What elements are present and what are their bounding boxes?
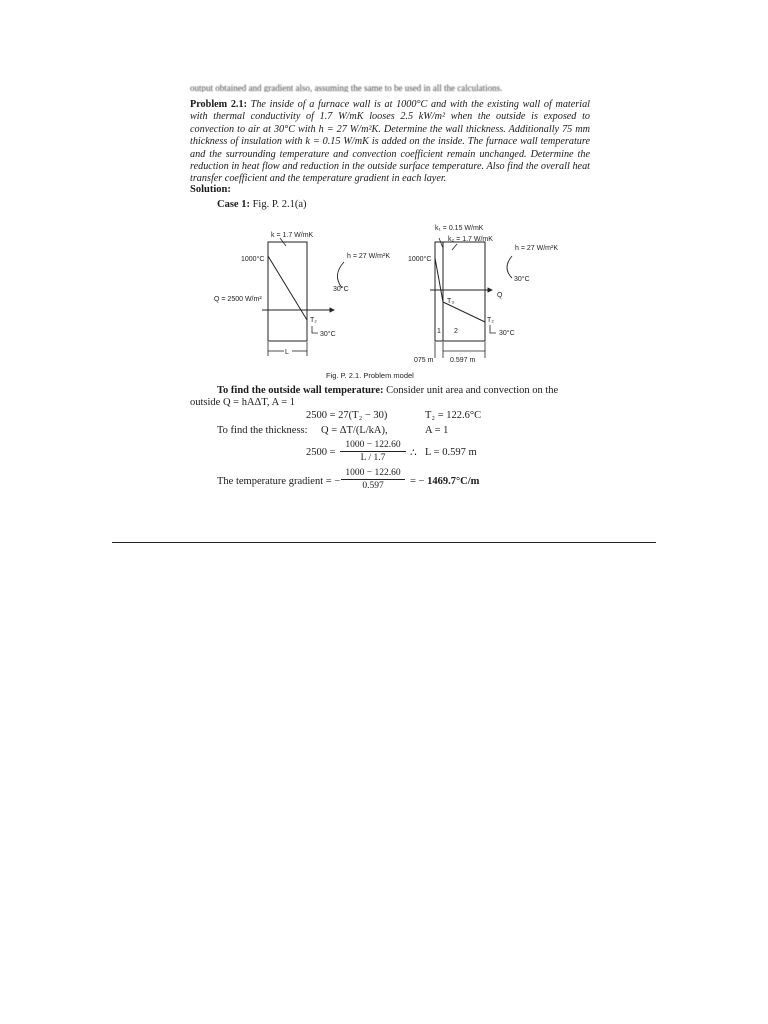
equation-3-therefore: ∴ xyxy=(410,448,417,459)
outside-wall-temp-label: T₂ xyxy=(310,317,317,324)
problem-text: The inside of a furnace wall is at 1000°C and with the existing wall of material with thermal conductivity of 1.7 W/mK looses 2.5 kW/m² when the outside is exposed to convection to air at 30°C with h = 27 W/m²K. Determine the wall thickness. Additionally 75 mm thickness of insulation with k = 0.15 W/mK is added on the inside. The furnace wall temperature and the surrounding temperature and convection coefficient remain unchanged. Determine the reduction in heat flow and reduction in the outside surface temperature. Also find the overall heat transfer coefficient and the temperature gradient in each layer. xyxy=(190,99,591,185)
figure-composite-wall xyxy=(408,225,558,364)
k1-leader-line xyxy=(439,238,443,248)
figure-caption: Fig. P. 2.1. Problem model xyxy=(326,371,414,380)
wall-thickness-label: L xyxy=(285,349,289,356)
insulation-conductivity-label: k₁ = 0.15 W/mK xyxy=(435,225,484,232)
convection-coefficient-label: h = 27 W/m²K xyxy=(347,253,390,260)
convection-arrow xyxy=(337,262,344,288)
equation-3-rhs: L = 0.597 m xyxy=(425,447,477,458)
solution-heading: Solution: xyxy=(190,184,231,195)
equation-4-fraction xyxy=(341,468,405,491)
wall-conductivity-label: k = 1.7 W/mK xyxy=(271,232,314,239)
outside-air-temp-label-2: 30°C xyxy=(499,330,515,337)
inside-temperature-label-2: 1000°C xyxy=(408,256,432,263)
equation-4-rhs xyxy=(410,476,479,487)
air-temperature-label-2: 30°C xyxy=(514,276,530,283)
inside-temperature-label: 1000°C xyxy=(241,256,265,263)
equation-2-mid: Q = ΔT/(L/kA), xyxy=(321,425,388,436)
heat-flux-label: Q = 2500 W/m² xyxy=(214,296,262,303)
k2-leader-line xyxy=(452,244,457,250)
wall-conductivity-label-2: k₂ = 1.7 W/mK xyxy=(448,236,493,243)
wall-thickness-label-2: 0.597 m xyxy=(450,357,476,364)
cut-off-text-line: output obtained and gradient also, assuming the same to be used in all the calculations. xyxy=(190,84,503,92)
equation-3-lhs: 2500 = xyxy=(306,447,336,458)
problem-figure xyxy=(0,0,768,400)
t2-leader-line-2 xyxy=(490,325,496,333)
equation-4-result: 1469.7°C/m xyxy=(427,476,480,487)
equation-3-numerator: 1000 − 122.60 xyxy=(340,440,406,452)
outside-wall-temp-label-2: T₂ xyxy=(487,317,494,324)
equation-4-rhs-prefix: = − xyxy=(410,476,425,487)
problem-heading: Problem 2.1: xyxy=(190,99,247,110)
horizontal-rule xyxy=(112,542,656,543)
find-temp-lead: To find the outside wall temperature: xyxy=(217,385,384,396)
equation-4-lhs: The temperature gradient = − xyxy=(217,476,341,487)
find-temp-line-2: outside Q = hAΔT, A = 1 xyxy=(190,397,296,408)
wall-slab xyxy=(268,242,307,341)
find-temp-line xyxy=(217,385,558,396)
convection-arrow-2 xyxy=(507,256,512,278)
outside-air-temp-label: 30°C xyxy=(320,331,336,338)
equation-2-rhs: A = 1 xyxy=(425,425,449,436)
equation-2-lead: To find the thickness: xyxy=(217,425,308,436)
layer-1-label: 1 xyxy=(437,328,441,335)
insulation-thickness-label: 075 m xyxy=(414,357,434,364)
equation-1-lhs: 2500 = 27(T₂ − 30) xyxy=(306,410,388,421)
air-temperature-label: 30°C xyxy=(333,286,349,293)
equation-4-denominator: 0.597 xyxy=(362,481,384,491)
t2-leader-line xyxy=(312,326,318,333)
figure-single-wall xyxy=(214,232,390,356)
find-temp-text: Consider unit area and convection on the xyxy=(386,385,559,396)
case-label: Case 1: xyxy=(217,199,250,210)
equation-4-numerator: 1000 − 122.60 xyxy=(341,468,405,480)
equation-1-rhs: T₂ = 122.6°C xyxy=(425,410,482,421)
heat-flow-label: Q xyxy=(497,292,503,299)
convection-coefficient-label-2: h = 27 W/m²K xyxy=(515,245,558,252)
interface-temp-label: T₃ xyxy=(447,298,455,305)
equation-3-denominator: L / 1.7 xyxy=(360,453,386,463)
layer-2-label: 2 xyxy=(454,328,458,335)
equation-3-fraction xyxy=(340,440,406,463)
case-figure-ref: Fig. P. 2.1(a) xyxy=(252,199,307,210)
